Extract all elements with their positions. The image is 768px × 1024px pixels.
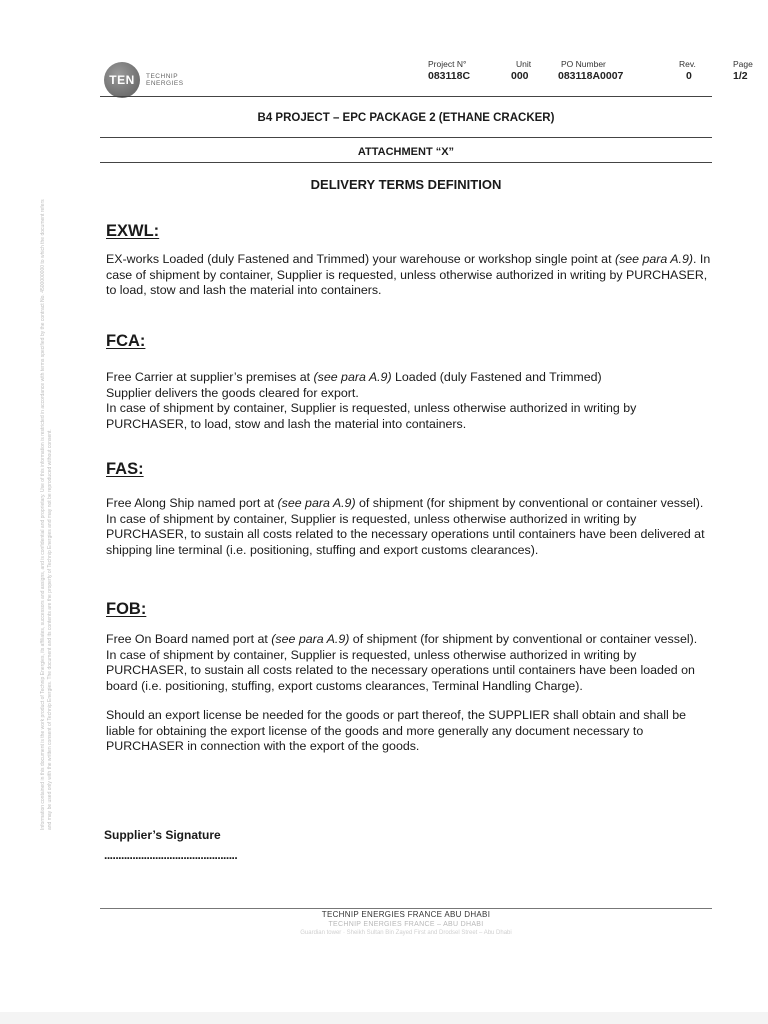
section-body-fca [106,370,712,432]
fob-paragraph-1 [106,632,712,648]
fca-paragraph-3: In case of shipment by container, Supplier is requested, unless otherwise authorized in writing by PURCHASER, to load, stow and lash the material into containers. [106,401,637,431]
project-title: B4 PROJECT – EPC PACKAGE 2 (ETHANE CRACKER) [257,112,555,124]
fas-ref: (see para A.9) [277,496,356,510]
fob-paragraph-2: In case of shipment by container, Supplier is requested, unless otherwise authorized in writing by PURCHASER, to sustain all costs related to the necessary operations until containers have been loaded on board (i.e. positioning, stuffing, export customs clearances, Terminal Handling Charge). [106,647,695,693]
rev-value: 0 [686,70,692,82]
title-rule-bottom [100,162,712,163]
section-heading-exwl: EXWL: [106,222,160,240]
fca-ref: (see para A.9) [313,370,392,384]
logo-wordmark [146,73,184,87]
supplier-signature-label: Supplier’s Signature [104,828,221,842]
exwl-paragraph [106,252,712,299]
logo-line-1: TECHNIP [146,73,179,80]
section-heading-fas: FAS: [106,460,144,478]
page-label: Page [733,59,753,69]
fca-paragraph-1 [106,370,712,386]
document-title: DELIVERY TERMS DEFINITION [310,177,502,192]
footer-address: Guardian tower · Sheikh Sultan Bin Zayed First and Drodsel Street – Abu Dhabi [300,930,512,936]
po-number-label: PO Number [561,59,606,69]
attachment-title: ATTACHMENT “X” [357,146,455,158]
fob-ref: (see para A.9) [271,632,350,646]
fas-paragraph-1 [106,496,712,512]
footer-company: TECHNIP ENERGIES FRANCE ABU DHABI [321,910,491,919]
unit-label: Unit [516,59,532,69]
header-rule [100,96,712,97]
po-number-value: 083118A0007 [558,70,624,82]
fas-text-b: of shipment (for shipment by conventional or container vessel). [355,496,704,510]
fca-text-b: Loaded (duly Fastened and Trimmed) [391,370,602,384]
fob-paragraph-3: Should an export license be needed for the goods or part thereof, the SUPPLIER shall obtain and shall be liable for obtaining the export license of the goods and more generally any document necessary to PURCHASER in connection with the export of the goods. [106,708,686,753]
company-logo [104,62,184,98]
scan-edge [0,1012,768,1024]
section-heading-fob: FOB: [106,600,147,618]
project-number-value: 083118C [428,70,471,82]
fca-text-a: Free Carrier at supplier’s premises at [106,370,314,384]
footer-rule [100,908,712,909]
fas-paragraph-2: In case of shipment by container, Supplier is requested, unless otherwise authorized in writing by PURCHASER, to sustain all costs related to the necessary operations until containers have been delivered at shipping line terminal (i.e. positioning, stuffing and export customs clearances). [106,511,705,557]
page-value: 1/2 [733,70,748,82]
signature-line: ............................................... [104,848,238,862]
fob-text-a: Free On Board named port at [106,632,272,646]
section-heading-fca: FCA: [106,332,146,350]
exwl-ref: (see para A.9) [614,252,694,266]
project-number-label: Project N° [428,59,467,69]
title-rule-top [100,137,712,138]
rev-label: Rev. [679,59,696,69]
footer-company-faint: TECHNIP ENERGIES FRANCE – ABU DHABI [328,921,484,928]
fob-text-b: of shipment (for shipment by conventional or container vessel). [349,632,698,646]
fca-paragraph-2: Supplier delivers the goods cleared for export. [106,385,359,400]
fas-text-a: Free Along Ship named port at [106,496,278,510]
logo-mark: TEN [104,62,140,98]
section-body-exwl [106,252,712,299]
unit-value: 000 [511,70,529,82]
logo-line-2: ENERGIES [146,80,184,87]
confidentiality-side-note: Information contained in this document is the work product of Technip Energies, its affiliates, successors and assigns, and is confidential and proprietary. Use of this information is restricted in accordance with terms specified by the contract No. 4500000000 to which the document refers and may be used only with the written consent of Technip Energies. The document and its contents are the property of Technip Energies and may not be reproduced without consent. [40,199,53,830]
section-body-fob [106,632,712,755]
exwl-text-b: . In case of shipment by container, Supplier is requested, unless otherwise authorized in writing by PURCHASER, to load, stow and lash the material into containers. [106,252,711,297]
section-body-fas [106,496,712,558]
exwl-text-a: EX-works Loaded (duly Fastened and Trimmed) your warehouse or workshop single point at [106,252,615,266]
